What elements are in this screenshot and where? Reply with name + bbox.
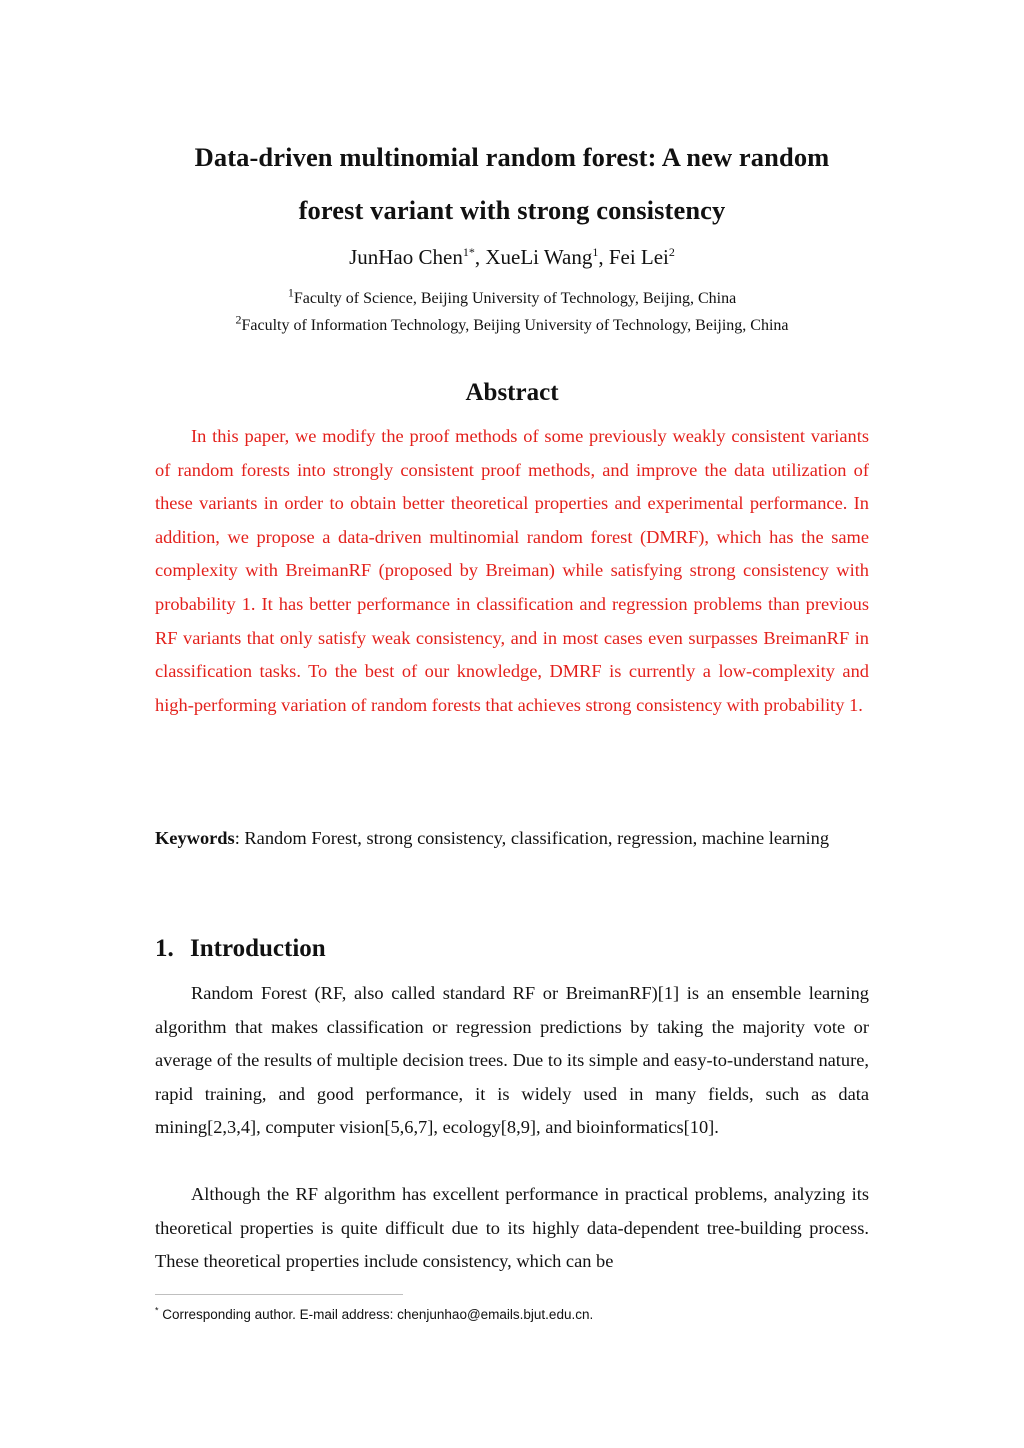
paper-title	[120, 131, 904, 237]
author-name: Fei Lei	[608, 245, 669, 269]
footnote-marker: *	[155, 1305, 159, 1316]
author-separator: ,	[474, 245, 486, 269]
affiliation-2	[0, 312, 1024, 336]
author-separator: ,	[598, 245, 609, 269]
keywords-text: Random Forest, strong consistency, classification, regression, machine learning	[244, 828, 830, 848]
affiliation-text: Faculty of Information Technology, Beijing University of Technology, Beijing, China	[241, 317, 789, 334]
affiliation-marker: 2	[235, 312, 242, 327]
keywords-separator: :	[234, 828, 245, 848]
section-number: 1.	[155, 935, 174, 962]
section-heading-introduction	[155, 932, 326, 966]
keywords	[155, 822, 869, 856]
affiliation-text: Faculty of Science, Beijing University of Technology, Beijing, China	[293, 290, 737, 307]
abstract-heading: Abstract	[465, 379, 559, 406]
author-list	[0, 242, 1024, 272]
author-affiliation-marker: 1*	[462, 245, 475, 259]
author-name: XueLi Wang	[485, 245, 593, 269]
footnote-text: Corresponding author. E-mail address: chenjunhao@emails.bjut.edu.cn.	[158, 1307, 594, 1322]
section-title: Introduction	[190, 935, 326, 962]
introduction-paragraph-2: Although the RF algorithm has excellent performance in practical problems, analyzing its theoretical properties is quite difficult due to its highly data-dependent tree-building process. These theoretical properties include consistency, which can be	[155, 1184, 869, 1272]
title-line-1: Data-driven multinomial random forest: A new random	[194, 142, 830, 172]
affiliation-marker: 1	[287, 285, 294, 300]
affiliation-1	[0, 285, 1024, 309]
introduction-paragraph-1: Random Forest (RF, also called standard RF or BreimanRF)[1] is an ensemble learning algorithm that makes classification or regression predictions by taking the majority vote or average of the results of multiple decision trees. Due to its simple and easy-to-understand nature, rapid training, and good performance, it is widely used in many fields, such as data mining[2,3,4], computer vision[5,6,7], ecology[8,9], and bioinformatics[10].	[155, 983, 869, 1138]
abstract-text: In this paper, we modify the proof methods of some previously weakly consistent variants of random forests into strongly consistent proof methods, and improve the data utilization of these variants in order to obtain better theoretical properties and experimental performance. In addition, we propose a data-driven multinomial random forest (DMRF), which has the same complexity with BreimanRF (proposed by Breiman) while satisfying strong consistency with probability 1. It has better performance in classification and regression problems than previous RF variants that only satisfy weak consistency, and in most cases even surpasses BreimanRF in classification tasks. To the best of our knowledge, DMRF is currently a low-complexity and high-performing variation of random forests that achieves strong consistency with probability 1.	[155, 426, 869, 715]
footnote-divider	[155, 1294, 403, 1295]
title-line-2: forest variant with strong consistency	[298, 195, 726, 225]
footnote	[155, 1305, 593, 1325]
author-affiliation-marker: 2	[668, 245, 675, 259]
author-name: JunHao Chen	[349, 245, 463, 269]
author-affiliation-marker: 1	[592, 245, 599, 259]
keywords-label: Keywords	[155, 828, 235, 848]
